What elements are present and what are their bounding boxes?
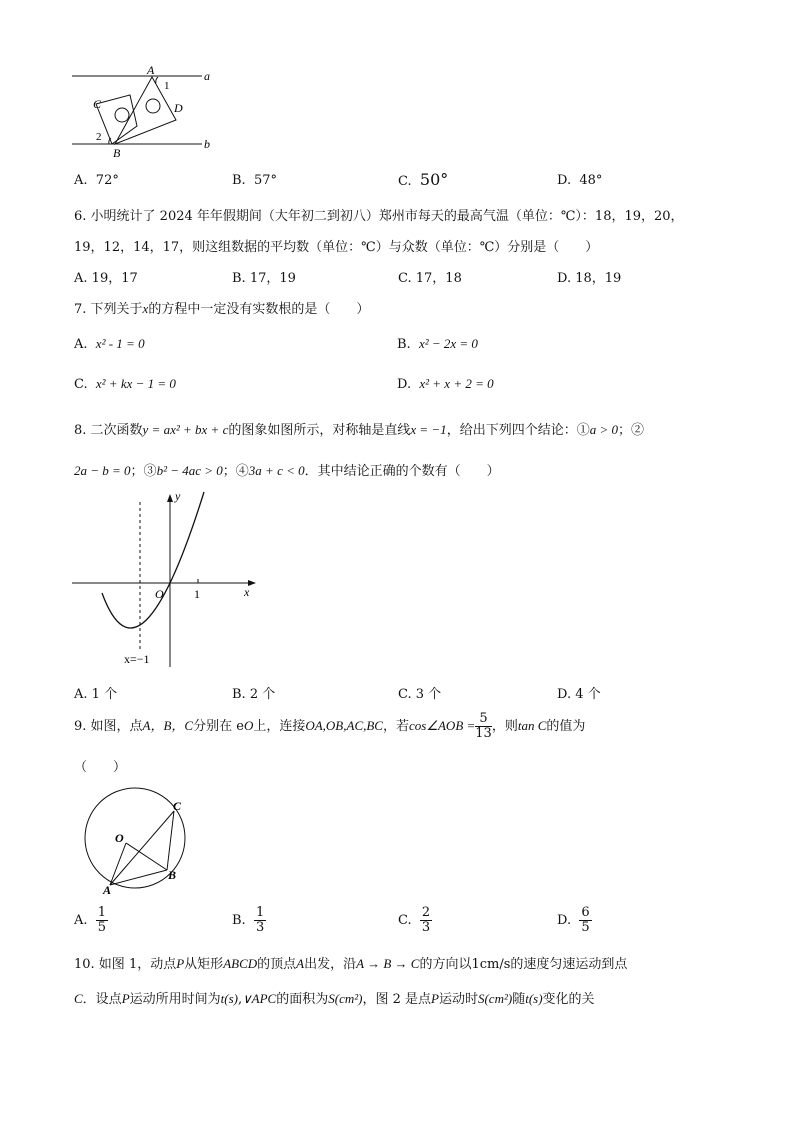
q10-stem-line1: 10. 如图 1，动点P从矩形ABCD的顶点A出发，沿A → B → C的方向以1cm/s的速度匀速运动到点 bbox=[74, 956, 628, 972]
q6-option-c[interactable]: C. 17，18 bbox=[398, 271, 462, 286]
label-a: a bbox=[204, 69, 210, 83]
label-origin: O bbox=[155, 587, 164, 601]
q8-parabola-graph bbox=[64, 482, 269, 674]
parabola-curve bbox=[102, 492, 204, 628]
q9-option-a[interactable]: A. $\frac{1}{5}$ bbox=[74, 905, 107, 935]
label-2: 2 bbox=[96, 131, 102, 143]
q8-option-b[interactable]: B. 2 个 bbox=[232, 687, 276, 702]
q9-option-d[interactable]: D. $\frac{6}{5}$ bbox=[557, 905, 590, 935]
q7-option-d[interactable]: D. x² + x + 2 = 0 bbox=[397, 376, 494, 392]
label-A: A bbox=[147, 63, 155, 77]
q6-option-a[interactable]: A. 19，17 bbox=[74, 271, 138, 286]
q9-stem-line2: （ ） bbox=[74, 760, 127, 775]
label-D: D bbox=[174, 101, 183, 115]
hole-left bbox=[115, 108, 129, 122]
q7-option-b[interactable]: B. x² − 2x = 0 bbox=[397, 336, 478, 352]
q6-stem-line2: 19，12，14，17，则这组数据的平均数（单位：℃）与众数（单位：℃）分别是（ ） bbox=[74, 240, 599, 255]
q5-option-c[interactable]: C. 50° bbox=[398, 170, 449, 189]
q8-stem-line2: 2a − b = 0；③b² − 4ac > 0；④3a + c < 0．其中结论正确的个数有（ ） bbox=[74, 463, 500, 479]
segment-AC bbox=[110, 811, 177, 885]
segment-OB bbox=[126, 843, 167, 870]
q5-option-b[interactable]: B. 57° bbox=[232, 173, 277, 188]
segment-AB bbox=[110, 870, 167, 885]
q9-circle-figure bbox=[70, 786, 195, 896]
segment-BC bbox=[167, 811, 174, 870]
q5-option-a[interactable]: A. 72° bbox=[74, 173, 119, 188]
q9-option-b[interactable]: B. $\frac{1}{3}$ bbox=[232, 905, 265, 935]
q8-option-c[interactable]: C. 3 个 bbox=[398, 687, 442, 702]
q5-figure bbox=[60, 62, 230, 162]
cos-fraction: $\frac{5}{13}$ bbox=[475, 711, 492, 741]
q5-option-d[interactable]: D. 48° bbox=[557, 173, 603, 188]
hole-right bbox=[146, 99, 160, 113]
q10-stem-line2: C．设点P运动所用时间为t(s),∨APC的面积为S(cm²)，图 2 是点P运动时S(cm²)随t(s)变化的关 bbox=[74, 991, 595, 1007]
label-y: y bbox=[175, 489, 181, 503]
label-B: B bbox=[113, 146, 121, 160]
label-C: C bbox=[93, 97, 102, 111]
label-A: A bbox=[103, 883, 112, 896]
label-O: O bbox=[115, 831, 124, 845]
q8-option-d[interactable]: D. 4 个 bbox=[557, 687, 601, 702]
q9-stem-line1: 9. 如图，点A，B，C分别在 eO上，连接OA,OB,AC,BC，若cos∠AOB = $\frac{5}{13}$ ，则tan C的值为 bbox=[74, 711, 586, 741]
q8-stem-line1: 8. 二次函数y = ax² + bx + c的图象如图所示，对称轴是直线x = −1，给出下列四个结论：①a > 0；② bbox=[74, 422, 644, 438]
q6-stem-line1: 6. 小明统计了 2024 年年假期间（大年初二到初八）郑州市每天的最高气温（单位：℃）：18，19，20， bbox=[74, 209, 684, 224]
y-axis-arrow bbox=[167, 494, 173, 502]
label-C: C bbox=[173, 799, 182, 813]
angle-1-arc bbox=[156, 77, 158, 83]
label-one: 1 bbox=[194, 587, 200, 601]
q7-option-a[interactable]: A. x² - 1 = 0 bbox=[74, 336, 145, 352]
q8-option-a[interactable]: A. 1 个 bbox=[74, 687, 118, 702]
label-axis: x=−1 bbox=[124, 652, 150, 666]
q7-stem: 7. 下列关于x的方程中一定没有实数根的是（ ） bbox=[74, 301, 370, 317]
label-1: 1 bbox=[164, 80, 170, 92]
label-x: x bbox=[244, 585, 250, 599]
q6-option-b[interactable]: B. 17，19 bbox=[232, 271, 296, 286]
label-b: b bbox=[204, 137, 210, 151]
label-B: B bbox=[168, 868, 177, 882]
q6-option-d[interactable]: D. 18，19 bbox=[557, 271, 622, 286]
q7-option-c[interactable]: C. x² + kx − 1 = 0 bbox=[74, 376, 176, 392]
segment-OA bbox=[110, 843, 126, 885]
q9-option-c[interactable]: C. $\frac{2}{3}$ bbox=[398, 905, 431, 935]
